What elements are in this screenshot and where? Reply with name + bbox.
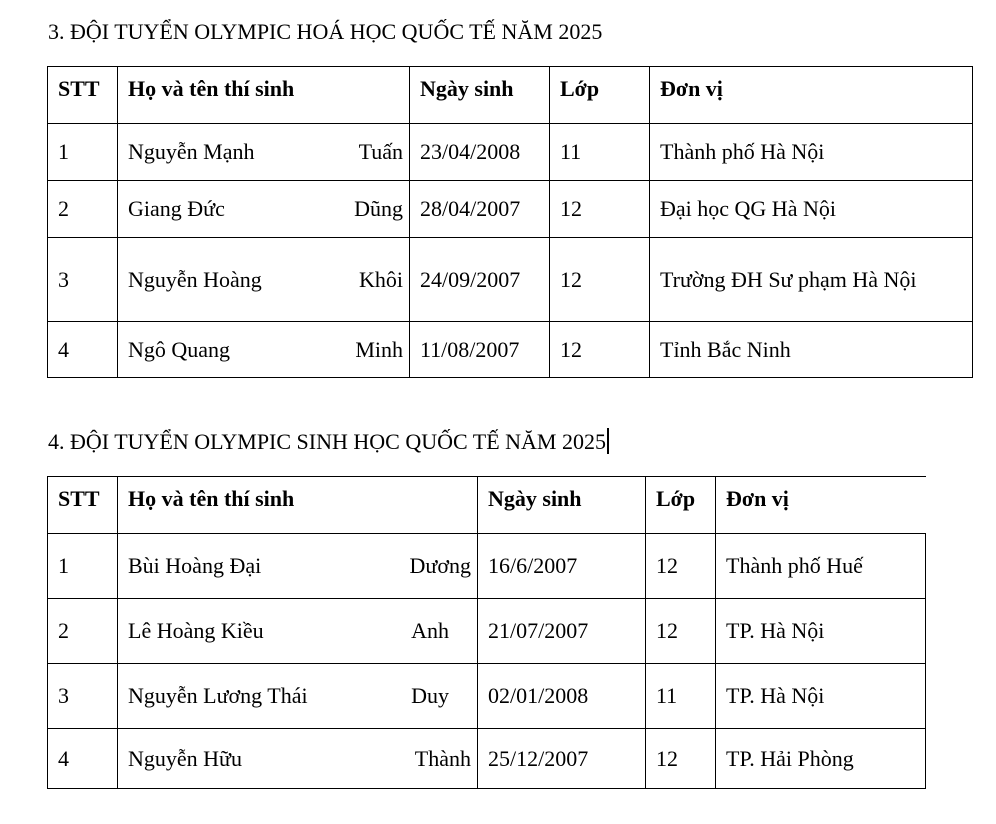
cell-unit: Thành phố Hà Nội: [650, 124, 973, 181]
table-row: [48, 322, 973, 378]
first-name: Nguyễn Hoàng: [128, 266, 262, 292]
cell-unit: Đại học QG Hà Nội: [650, 181, 973, 238]
cell-dob: 28/04/2007: [410, 181, 550, 238]
header-unit: Đơn vị: [716, 477, 926, 534]
section-heading-chemistry: 3. ĐỘI TUYỂN OLYMPIC HOÁ HỌC QUỐC TẾ NĂM 2025: [48, 19, 603, 44]
cell-grade: 11: [646, 664, 716, 729]
cell-name: [118, 238, 410, 322]
header-unit: Đơn vị: [650, 67, 973, 124]
first-name: Nguyễn Hữu: [128, 745, 242, 771]
cell-grade: 12: [646, 534, 716, 599]
first-name: Lê Hoàng Kiều: [128, 618, 264, 643]
last-name: Tuấn: [358, 139, 403, 164]
cell-dob: 23/04/2008: [410, 124, 550, 181]
cell-grade: 12: [550, 322, 650, 378]
header-dob: Ngày sinh: [410, 67, 550, 124]
cell-name: [118, 181, 410, 238]
table-header-row: [48, 477, 926, 534]
cell-dob: 21/07/2007: [478, 599, 646, 664]
cell-grade: 12: [646, 599, 716, 664]
table-header-row: [48, 67, 973, 124]
last-name: Dương: [409, 553, 471, 578]
cell-name: [118, 534, 478, 599]
first-name: Bùi Hoàng Đại: [128, 553, 262, 578]
header-grade: Lớp: [646, 477, 716, 534]
last-name: Dũng: [354, 196, 403, 221]
cell-grade: 12: [550, 238, 650, 322]
cell-grade: 11: [550, 124, 650, 181]
last-name: Anh: [411, 618, 449, 643]
cell-unit: Tỉnh Bắc Ninh: [650, 322, 973, 378]
heading-text: 4. ĐỘI TUYỂN OLYMPIC SINH HỌC QUỐC TẾ NĂM 2025: [48, 429, 606, 454]
section-heading-biology: [48, 428, 609, 455]
cell-name: [118, 729, 478, 789]
cell-unit: Trường ĐH Sư phạm Hà Nội: [650, 238, 973, 322]
table-row: [48, 238, 973, 322]
cell-dob: 16/6/2007: [478, 534, 646, 599]
cell-unit: TP. Hà Nội: [716, 599, 926, 664]
cell-stt: 4: [48, 729, 118, 789]
first-name: Giang Đức: [128, 196, 225, 221]
header-grade: Lớp: [550, 67, 650, 124]
table-row: [48, 181, 973, 238]
cell-unit: Thành phố Huế: [716, 534, 926, 599]
cell-stt: 3: [48, 238, 118, 322]
cell-grade: 12: [550, 181, 650, 238]
cell-stt: 2: [48, 599, 118, 664]
cell-dob: 24/09/2007: [410, 238, 550, 322]
header-name: Họ và tên thí sinh: [118, 477, 478, 534]
cell-name: [118, 664, 478, 729]
cell-dob: 02/01/2008: [478, 664, 646, 729]
cell-stt: 2: [48, 181, 118, 238]
table-row: [48, 124, 973, 181]
last-name: Minh: [355, 336, 403, 362]
last-name: Duy: [411, 683, 449, 708]
header-stt: STT: [48, 67, 118, 124]
table-row: [48, 664, 926, 729]
cell-stt: 4: [48, 322, 118, 378]
first-name: Nguyễn Mạnh: [128, 139, 255, 164]
last-name: Khôi: [359, 266, 403, 292]
cell-stt: 3: [48, 664, 118, 729]
text-cursor: [607, 428, 609, 454]
cell-dob: 25/12/2007: [478, 729, 646, 789]
header-dob: Ngày sinh: [478, 477, 646, 534]
cell-name: [118, 599, 478, 664]
chemistry-team-table: [47, 66, 973, 378]
last-name: Thành: [414, 745, 471, 771]
cell-unit: TP. Hà Nội: [716, 664, 926, 729]
biology-team-table: [47, 476, 926, 789]
table-row: [48, 534, 926, 599]
cell-dob: 11/08/2007: [410, 322, 550, 378]
cell-grade: 12: [646, 729, 716, 789]
cell-stt: 1: [48, 534, 118, 599]
table-row: [48, 599, 926, 664]
header-name: Họ và tên thí sinh: [118, 67, 410, 124]
cell-stt: 1: [48, 124, 118, 181]
cell-unit: TP. Hải Phòng: [716, 729, 926, 789]
cell-name: [118, 322, 410, 378]
header-stt: STT: [48, 477, 118, 534]
first-name: Ngô Quang: [128, 336, 231, 362]
table-row: [48, 729, 926, 789]
first-name: Nguyễn Lương Thái: [128, 683, 308, 708]
cell-name: [118, 124, 410, 181]
